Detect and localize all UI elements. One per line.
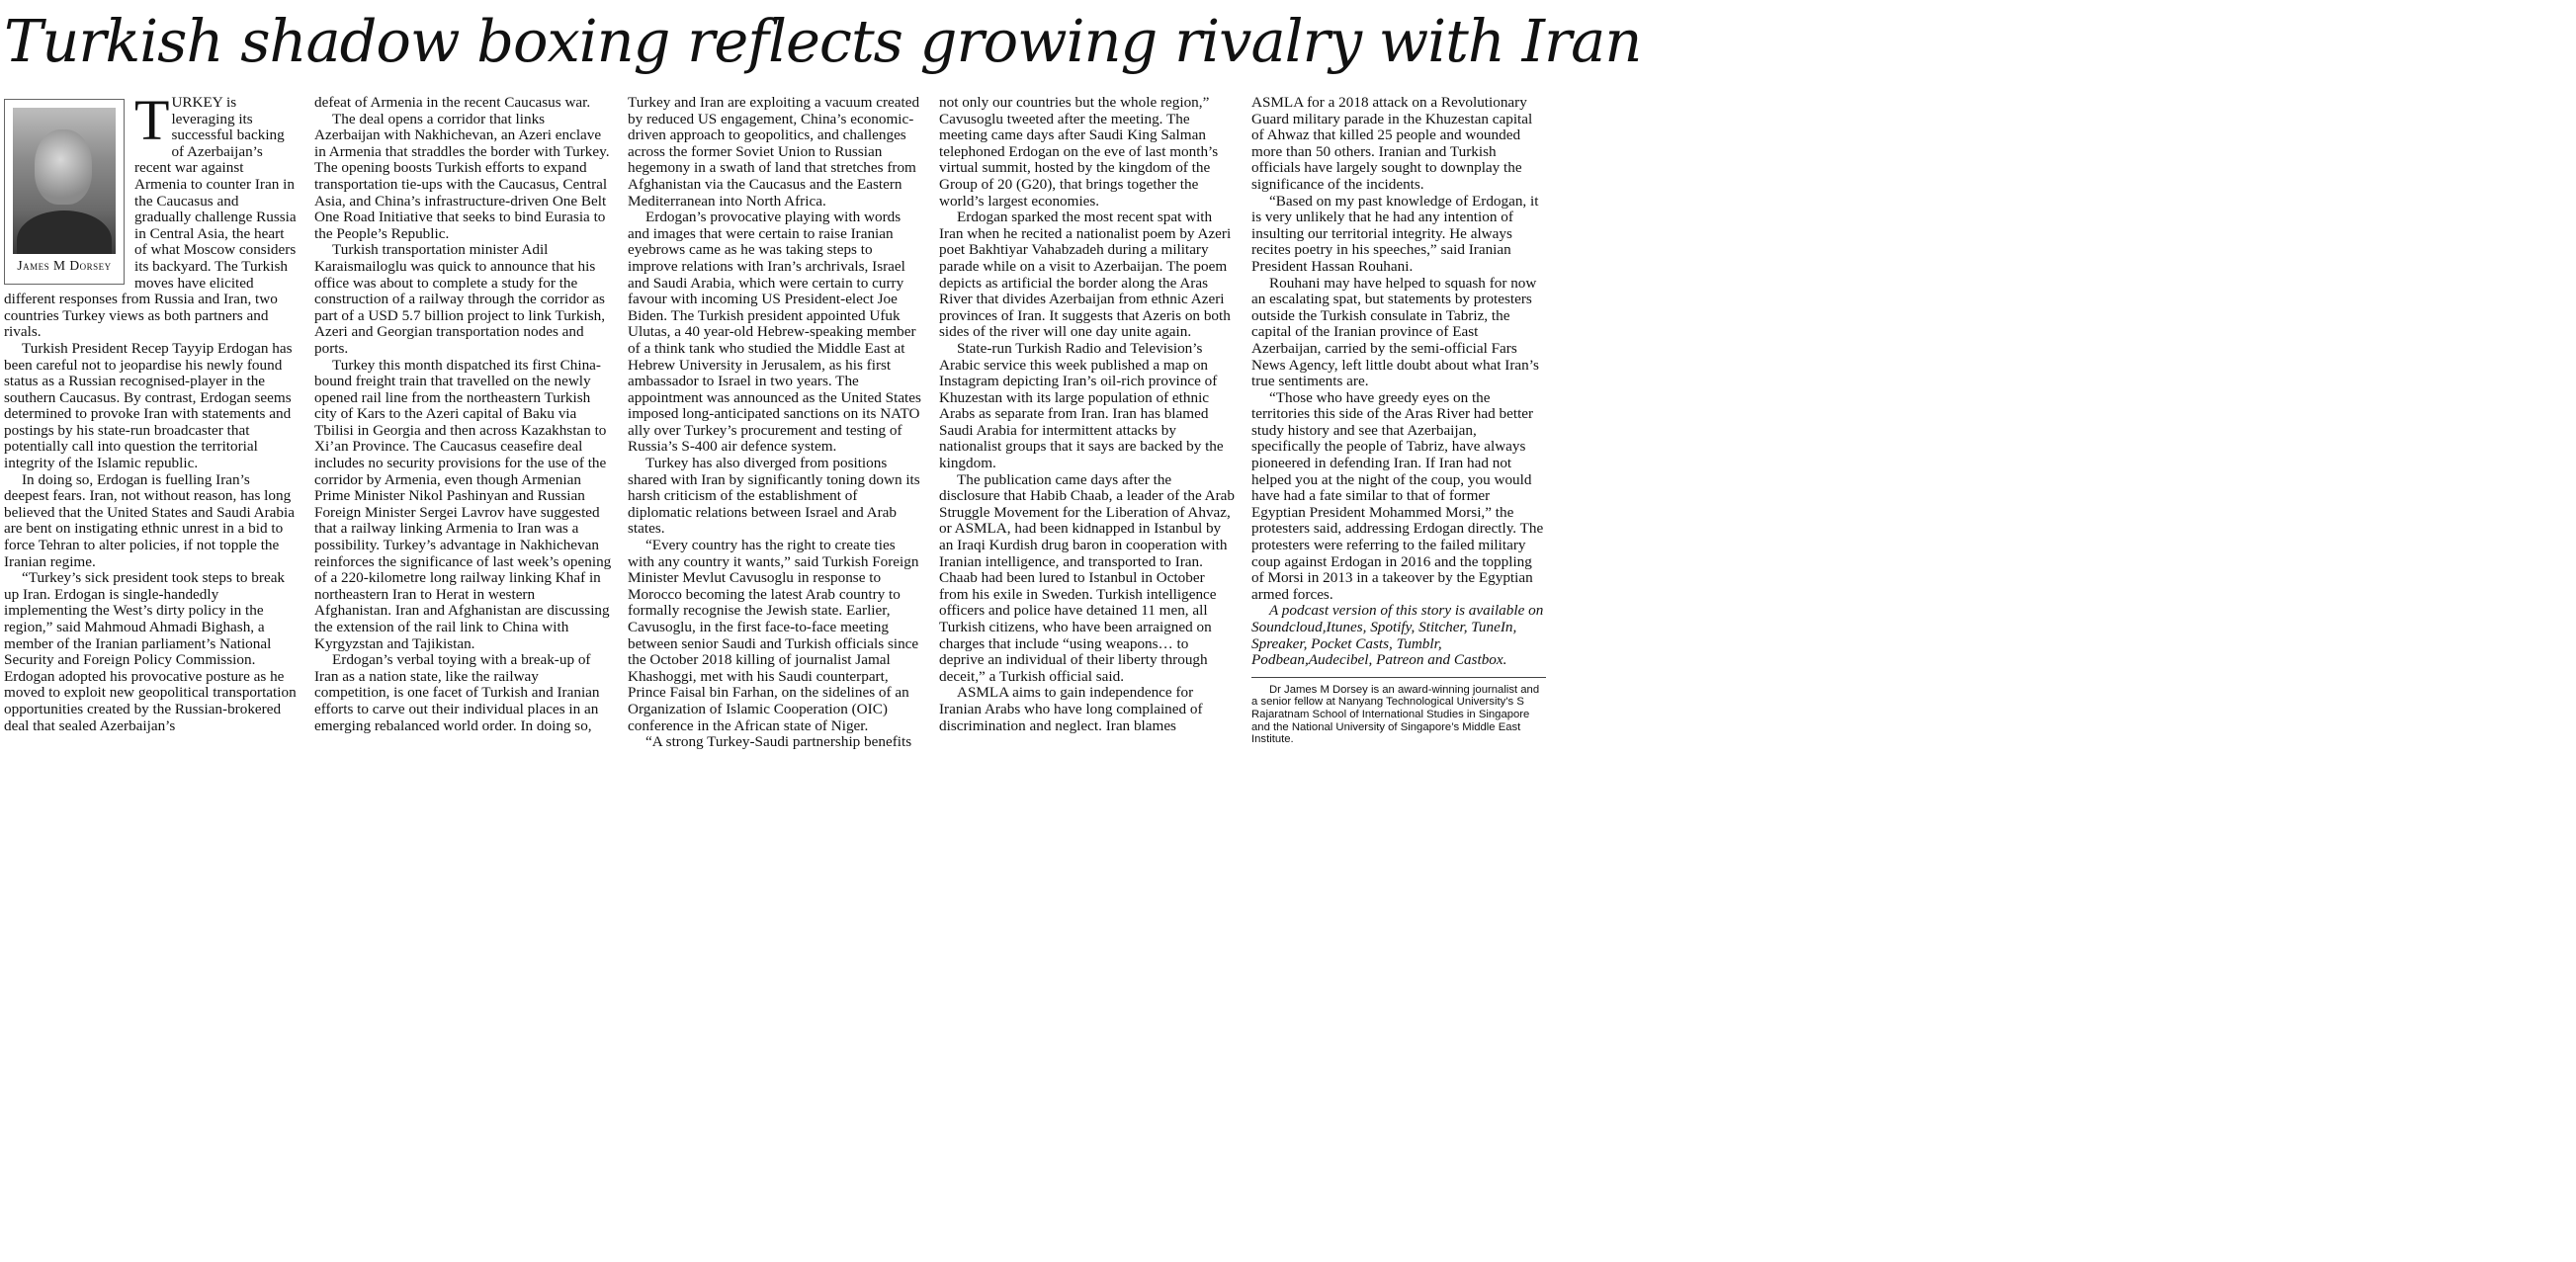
article-column-4 bbox=[939, 95, 1236, 761]
paragraph: Rouhani may have helped to squash for now an escalating spat, but statements by protesters outside the Turkish consulate in Tabriz, the capital of the Iranian province of East Azerbaijan, carried by the semi-official Fars News Agency, left little doubt about what Iran’s true sentiments are. bbox=[1251, 274, 1539, 390]
paragraph: Turkish President Recep Tayyip Erdogan has been careful not to jeopardise his newly found status as a Russian recognised-player in the southern Caucasus. By contrast, Erdogan seems determined to provoke Iran with statements and postings by his state-run broadcaster that potentially call into question the territorial integrity of the Islamic republic. bbox=[4, 339, 293, 472]
paragraph: Turkey and Iran are exploiting a vacuum created by reduced US engagement, China’s economic-driven approach to geopolitics, and challenges across the former Soviet Union to Russian hegemony in a swath of land that stretches from Afghanistan via the Caucasus and the Eastern Mediterranean into North Africa. bbox=[628, 95, 920, 210]
divider bbox=[1251, 677, 1546, 678]
paragraph: State-run Turkish Radio and Television’s Arabic service this week published a map on Instagram depicting Iran’s oil-rich province of Khuzestan with its large population of ethnic Arabs as separate from Iran. Iran has blamed Saudi Arabia for intermittent attacks by nationalist groups that it says are backed by the kingdom. bbox=[939, 339, 1224, 472]
paragraph: defeat of Armenia in the recent Caucasus war. bbox=[314, 95, 591, 111]
paragraph: ASMLA aims to gain independence for Iranian Arabs who have long complained of discrimination and neglect. Iran blames bbox=[939, 684, 1203, 734]
author-bio: Dr James M Dorsey is an award-winning journalist and a senior fellow at Nanyang Technological University’s S Rajaratnam School of International Studies in Singapore and the National University of Singapore’s Middle East Institute. bbox=[1251, 683, 1540, 746]
podcast-note: A podcast version of this story is available on Soundcloud,Itunes, Spotify, Stitcher, TuneIn, Spreaker, Pocket Casts, Tumblr, Podbean,Audecibel, Patreon and Castbox. bbox=[1251, 602, 1544, 669]
paragraph: “Every country has the right to create ties with any country it wants,” said Turkish Foreign Minister Mevlut Cavusoglu in response to Morocco becoming the latest Arab country to formally recognise the Jewish state. Earlier, Cavusoglu, in the first face-to-face meeting between senior Saudi and Turkish officials since the October 2018 killing of journalist Jamal Khashoggi, met with his Saudi counterpart, Prince Faisal bin Farhan, on the sidelines of an Organization of Islamic Cooperation (OIC) conference in the African state of Niger. bbox=[628, 537, 919, 734]
paragraph: “Based on my past knowledge of Erdogan, it is very unlikely that he had any intention of insulting our territorial integrity. He always recites poetry in his speeches,” said Iranian President Hassan Rouhani. bbox=[1251, 192, 1539, 275]
article-column-2 bbox=[314, 95, 613, 761]
article-column-3 bbox=[628, 95, 924, 761]
paragraph: In doing so, Erdogan is fuelling Iran’s deepest fears. Iran, not without reason, has long believed that the United States and Saudi Arabia are bent on instigating ethnic unrest in a bid to force Tehran to alter policies, if not topple the Iranian regime. bbox=[4, 470, 295, 570]
paragraph: not only our countries but the whole region,” Cavusoglu tweeted after the meeting. The meeting came days after Saudi King Salman telephoned Erdogan on the eve of last month’s virtual summit, hosted by the kingdom of the Group of 20 (G20), that brings together the world’s largest economies. bbox=[939, 95, 1219, 210]
paragraph: URKEY is leveraging its successful backing of Azerbaijan’s recent war against Armenia to counter Iran in the Caucasus and gradually challenge Russia in Central Asia, the heart of what Moscow considers its backyard. The Turkish moves have elicited different responses from Russia and Iran, two countries Turkey views as both partners and rivals. bbox=[4, 95, 297, 341]
paragraph: ASMLA for a 2018 attack on a Revolutionary Guard military parade in the Khuzestan capital of Ahwaz that killed 25 people and wounded more than 50 others. Iranian and Turkish officials have largely sought to downplay the significance of the incidents. bbox=[1251, 95, 1533, 193]
article-column-1 bbox=[4, 95, 297, 761]
article-column-5 bbox=[1251, 95, 1546, 761]
paragraph: The deal opens a corridor that links Azerbaijan with Nakhichevan, an Azeri enclave in Armenia that straddles the border with Turkey. The opening boosts Turkish efforts to expand transportation tie-ups with the Caucasus, Central Asia, and China’s infrastructure-driven One Belt One Road Initiative that seeks to bind Eurasia to the People’s Republic. bbox=[314, 110, 610, 242]
paragraph: Turkey has also diverged from positions shared with Iran by significantly toning down its harsh criticism of the establishment of diplomatic relations between Israel and Arab states. bbox=[628, 455, 920, 538]
paragraph: The publication came days after the disclosure that Habib Chaab, a leader of the Arab Struggle Movement for the Liberation of Ahvaz, or ASMLA, had been kidnapped in Istanbul by an Iraqi Kurdish drug baron in cooperation with Iranian intelligence, and transported to Iran. Chaab had been lured to Istanbul in October from his exile in Sweden. Turkish intelligence officers and police have detained 11 men, all Turkish citizens, who have been arraigned on charges that include “using weapons… to deprive an individual of their liberty through deceit,” a Turkish official said. bbox=[939, 470, 1236, 685]
paragraph: Erdogan sparked the most recent spat with Iran when he recited a nationalist poem by Azeri poet Bakhtiyar Vahabzadeh during a military parade while on a visit to Azerbaijan. The poem depicts as artificial the border along the Aras River that divides Azerbaijan from ethnic Azeri provinces of Iran. It suggests that Azeris on both sides of the river will one day unite again. bbox=[939, 209, 1232, 341]
paragraph: Erdogan’s provocative playing with words and images that were certain to raise Iranian eyebrows came as he was taking steps to improve relations with Iran’s archrivals, Israel and Saudi Arabia, which were certain to curry favour with incoming US President-elect Joe Biden. The Turkish president appointed Ufuk Ulutas, a 40 year-old Hebrew-speaking member of a think tank who studied the Middle East at Hebrew University in Jerusalem, as his first ambassador to Israel in two years. The appointment was announced as the United States imposed long-anticipated sanctions on its NATO ally over Turkey’s procurement and testing of Russia’s S-400 air defence system. bbox=[628, 209, 921, 456]
paragraph: Turkey this month dispatched its first China-bound freight train that travelled on the newly opened rail line from the northeastern Turkish city of Kars to the Azeri capital of Baku via Tbilisi in Georgia and then across Kazakhstan to Xi’an Province. The Caucasus ceasefire deal includes no security provisions for the use of the corridor by Armenia, even though Armenian Prime Minister Nikol Pashinyan and Russian Foreign Minister Sergei Lavrov have suggested that a railway linking Armenia to Iran was a possibility. Turkey’s advantage in Nakhichevan reinforces the significance of last week’s opening of a 220-kilometre long railway linking Khaf in northeastern Iran to Herat in western Afghanistan. Iran and Afghanistan are discussing the extension of the rail link to China with Kyrgyzstan and Tajikistan. bbox=[314, 356, 612, 652]
paragraph: “Turkey’s sick president took steps to break up Iran. Erdogan is single-handedly implementing the West’s dirty policy in the region,” said Mahmoud Ahmadi Bighash, a member of the Iranian parliament’s National Security and Foreign Policy Commission. Erdogan adopted his provocative posture as he moved to exploit new geopolitical transportation opportunities created by the Russian-brokered deal that sealed Azerbaijan’s bbox=[4, 569, 297, 734]
author-photo bbox=[13, 108, 116, 254]
author-photo-box bbox=[4, 99, 125, 285]
paragraph: “A strong Turkey-Saudi partnership benefits bbox=[645, 733, 912, 751]
author-head-shape bbox=[35, 129, 92, 205]
paragraph: Turkish transportation minister Adil Karaismailoglu was quick to announce that his office was about to complete a study for the construction of a railway through the corridor as part of a USD 5.7 billion project to link Turkish, Azeri and Georgian transportation nodes and ports. bbox=[314, 241, 606, 357]
drop-cap: T bbox=[134, 95, 170, 152]
author-shoulders-shape bbox=[17, 210, 112, 254]
paragraph: Erdogan’s verbal toying with a break-up of Iran as a nation state, like the railway competition, is one facet of Turkish and Iranian efforts to carve out their individual places in an emerging rebalanced world order. In doing so, bbox=[314, 651, 600, 734]
paragraph: “Those who have greedy eyes on the territories this side of the Aras River had better study history and see that Azerbaijan, specifically the people of Tabriz, have always pioneered in defending Iran. If Iran had not helped you at the night of the coup, you would have had a fate similar to that of former Egyptian President Mohammed Morsi,” the protesters said, addressing Erdogan directly. The protesters were referring to the failed military coup against Erdogan in 2016 and the toppling of Morsi in 2013 in a takeover by the Egyptian armed forces. bbox=[1251, 388, 1544, 603]
headline: Turkish shadow boxing reflects growing rivalry with Iran bbox=[4, 7, 1642, 75]
author-byline: James M Dorsey bbox=[17, 258, 112, 273]
